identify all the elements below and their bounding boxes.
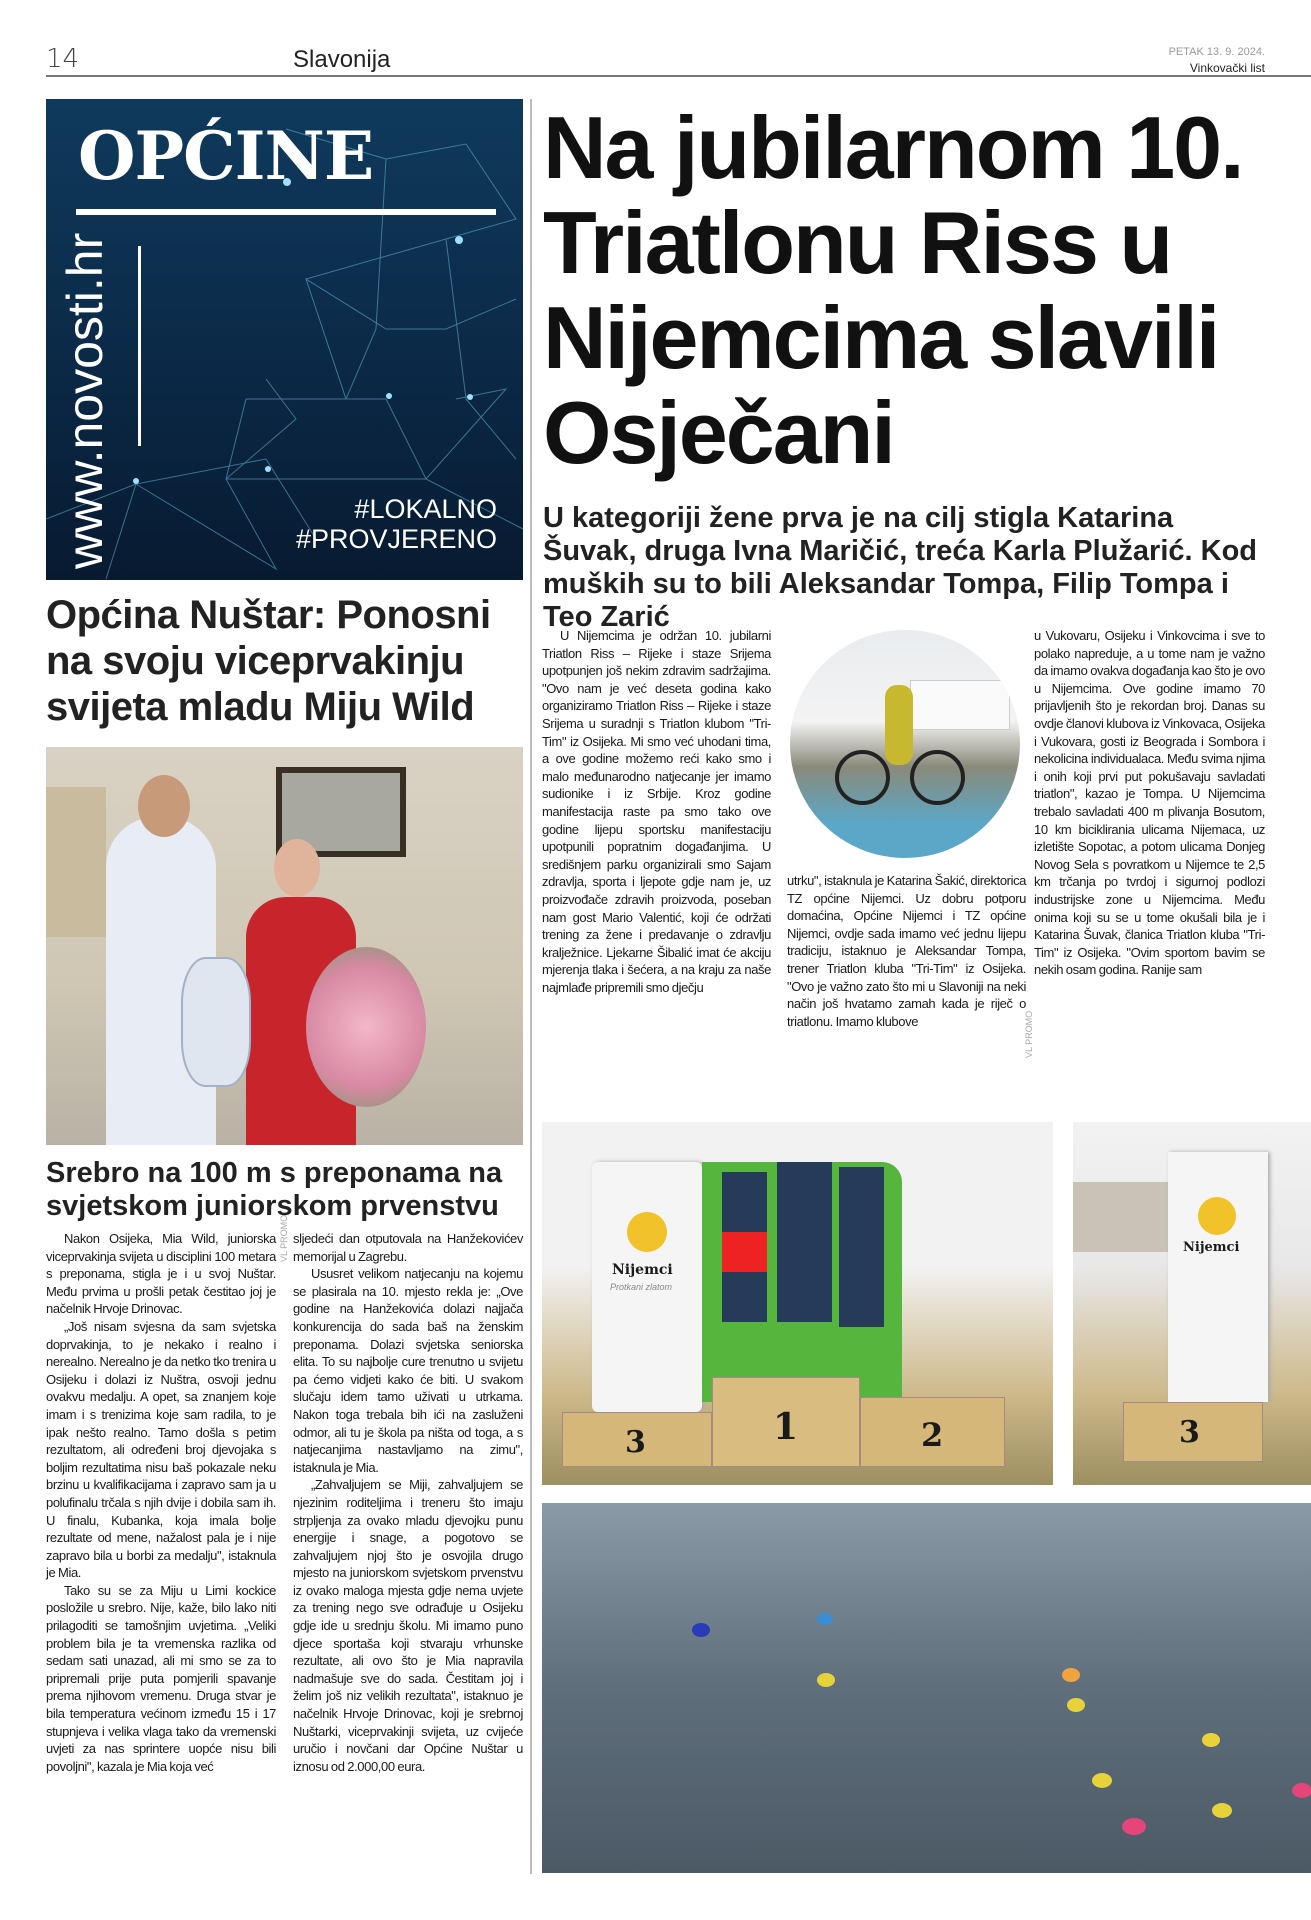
podium-photo: [542, 1122, 1053, 1485]
left-article-subheadline: Srebro na 100 m s preponama na svjetskom juniorskom prvenstvu: [46, 1157, 503, 1222]
issue-date: PETAK 13. 9. 2024.: [1168, 46, 1265, 58]
column-divider: [530, 99, 532, 1874]
banner-tag-provjereno: #PROVJERENO: [295, 524, 497, 554]
section-title: Slavonija: [293, 46, 391, 73]
paragraph: „Zahvaljujem se Miji, zahvaljujem se njezinim roditeljima i treneru što imaju strpljenja za ovako mladu djevojku punu energije i snage, a pogotovo se zahvaljujem njoj što je osvojila drugo mjesto na juniorskom svjetskom prvenstvu iz ovako maloga mjesta gdje nema uvjete za trening nego sve odrađuje u Osijeku gdje ide u srednju školu. Mi imamo puno djece sportaša koji stvaraju vrhunske rezultate, ali ovo što je Mia napravila nadmašuje sve do sada. Čestitam joj i želim još niz velikih rezultata", istaknuo je načelnik Hrvoje Drinovac, koji je srebrnoj Nuštarki, viceprvakinji svijeta, uz cvijeće uručio i novčani dar Općine Nuštar u iznosu od 2.000,00 eura.: [293, 1477, 523, 1774]
page-number: 14: [46, 44, 80, 74]
banner-rule: [76, 209, 496, 215]
banner-title: OPĆINE: [78, 117, 374, 195]
main-article-column-3: [1034, 627, 1265, 979]
banner-vertical-rule: [138, 246, 141, 446]
paragraph: u Vukovaru, Osijeku i Vinkovcima i sve to polako napreduje, a u tome nam je važno da imamo ovakva događanja kao što je ovo u Nijemcima. Ove godine imamo 70 prijavljenih što je rekordan broj. Danas su ovdje članovi klubova iz Vinkovaca, Osijeka i Vukovara, gosti iz Beograda i Sombora i nekolicina individualaca. Među svima njima i onih koji prvi put pokušavaju savladati triatlon", kazao je Tompa. U Nijemcima trebalo savladati 400 m plivanja Bosutom, 10 km biciklirania ulicama Nijemaca, uz izletište Sopotac, a potom ulicama Donjeg Novog Sela s povratkom u Nijemce te 2,5 km trčanja po tvrdoj i sigurnoj podlozi industrijske zone u Nijemcima. Među onima koji su se u tome okušali bila je i Katarina Šuvak, članica Triatlon kluba "Tri-Tim" iz Osijeka. "Ovim sportom bavim se nekih osam godina. Ranije sam: [1034, 628, 1265, 978]
left-article-column-1: [46, 1230, 276, 1775]
photo-credit: VL PROMO: [1024, 1010, 1034, 1058]
paragraph: Tako su se za Miju u Limi kockice posložile u srebro. Nije, kaže, bilo lako niti prilagoditi se tamošnjim uvjetima. „Veliki problem bila je ta vremenska razlika od sedam sati unazad, ali mi smo se za to pripremali prije puta pomjerili spavanje prema njihovom vremenu. Druga stvar je bila temperatura većinom između 15 i 17 stupnjeva i velika vlaga tako da vremenski uvjeti za nas sprintere uopće nisu bili povoljni", kazala je Mia koja već: [46, 1582, 276, 1774]
main-article-column-1: [542, 627, 771, 996]
paragraph: utrku", istaknula je Katarina Šakić, direktorica TZ općine Nijemci. Uz dobru potporu domaćina, Općine Nijemci i TZ općine Nijemci, ovdje sada imamo već jednu lijepu tradiciju, istaknuo je Aleksandar Tompa, trener Triatlon kluba "Tri-Tim" iz Osijeka. "Ovo je važno zato što mi u Slavoniji na neki način još hvatamo zamah kada je riječ o triatlonu. Imamo klubove: [787, 873, 1026, 1029]
cyclist-circle-photo: [790, 630, 1020, 858]
podium-sign-subtitle: Protkani zlatom: [610, 1282, 673, 1292]
main-headline: Na jubilarnom 10. Triatlonu Riss u Nijemcima slavili Osječani: [543, 98, 1243, 482]
main-article-column-2: [787, 872, 1026, 1030]
swimmers-photo: [542, 1503, 1311, 1873]
podium-place-3: 3: [625, 1425, 646, 1460]
main-subheadline: U kategoriji žene prva je na cilj stigla Katarina Šuvak, druga Ivna Maričić, treća Karla Plužarić. Kod muških su to bili Aleksandar Tompa, Filip Tompa i Teo Zarić: [543, 502, 1257, 633]
mayor-with-athlete-photo: [46, 747, 523, 1145]
newspaper-name: Vinkovački list: [1189, 61, 1265, 75]
paragraph: „Još nisam svjesna da sam svjetska doprvakinja, to je nekako i realno i nerealno. Nerealno je da netko tko trenira u Osijeku i dolazi iz Nuštra, osvoji jednu ovakvu medalju. A opet, sa znanjem koje imam i s trenizima koje sam radila, to je ipak nešto realno. Tamo došla s petim rezultatom, ali određeni broj djevojaka s boljim rezultatima nisu baš pokazale neku brzinu u kvalifikacijama i zapravo sam ja u polufinalu trčala s njih dvije i dobila sam ih. U finalu, Kubanka, koja imala bolje rezultate od mene, nažalost pala je i nije zapravo bila u borbi za medalju", istaknula je Mia.: [46, 1318, 276, 1581]
opcine-banner-ad: [46, 99, 523, 580]
podium2-sign: Nijemci: [1183, 1240, 1240, 1255]
header-rule: [46, 75, 1311, 77]
photo-credit: VL PROMO: [279, 1214, 289, 1262]
podium-photo-2: [1073, 1122, 1311, 1485]
banner-tag-lokalno: #LOKALNO: [354, 494, 497, 524]
podium-place-2: 2: [921, 1416, 944, 1454]
banner-url[interactable]: www.novosti.hr: [57, 232, 113, 569]
paragraph: Nakon Osijeka, Mia Wild, juniorska viceprvakinja svijeta u disciplini 100 metara s preponama, stigla je i u svoj Nuštar. Među prvima u prošli petak čestitao joj je načelnik Hrvoje Drinovac.: [46, 1231, 276, 1317]
podium-sign: Nijemci: [612, 1262, 673, 1278]
paragraph: U Nijemcima je održan 10. jubilarni Triatlon Riss – Rijeke i staze Srijema upotpunjen još nekim zdravim sadržajima. "Ovo nam je već deseta godina kako organiziramo Triatlon Riss – Rijeke i staze Srijema u suradnji s Triatlon klubom "Tri-Tim" iz Osijeka. Mi smo već uhodani tima, a ove godine možemo reći kako smo i malo međunarodno natjecanje jer imamo sudionike i iz Srbije. Kroz godine manifestacija raste pa smo tako ove godine lijepu sportsku manifestaciju upotpunili popratnim događanjima. U središnjem parku organizirali smo Sajam zdravlja, sporta i ljepote gdje nam je, uz proizvođače zdravih proizvoda, poseban nam gost Mario Valentić, koji će održati trening za žene i predavanje o zdravlju kralježnice. Ljekarne Šibalić imat će akciju mjerenja tlaka i šećera, a na kraju za naše najmlađe pripremili smo dječju: [542, 628, 771, 995]
left-article-column-2: [293, 1230, 523, 1775]
paragraph: Ususret velikom natjecanju na kojemu se plasirala na 10. mjesto rekla je: „Ove godine na Hanžekovića dolazi najjača konkurencija do sada baš na ženskim preponama. Dolazi svjetska seniorska elita. To su najbolje cure trenutno u svijetu pa ćemo vidjeti kako će biti. U svakom slučaju idem tamo uživati u utrkama. Nakon toga trebala bih ići na zasluženi odmor, ali tu je škola pa ništa od toga, a s natjecanjima nastavljamo na zimu", istaknula je Mia.: [293, 1266, 523, 1475]
left-article-headline: Općina Nuštar: Ponosni na svoju viceprvakinju svijeta mladu Miju Wild: [46, 593, 491, 729]
podium-place-1: 1: [773, 1406, 799, 1448]
podium2-place-3: 3: [1179, 1415, 1200, 1450]
paragraph: sljedeći dan otputovala na Hanžekovićev memorijal u Zagrebu.: [293, 1231, 523, 1264]
